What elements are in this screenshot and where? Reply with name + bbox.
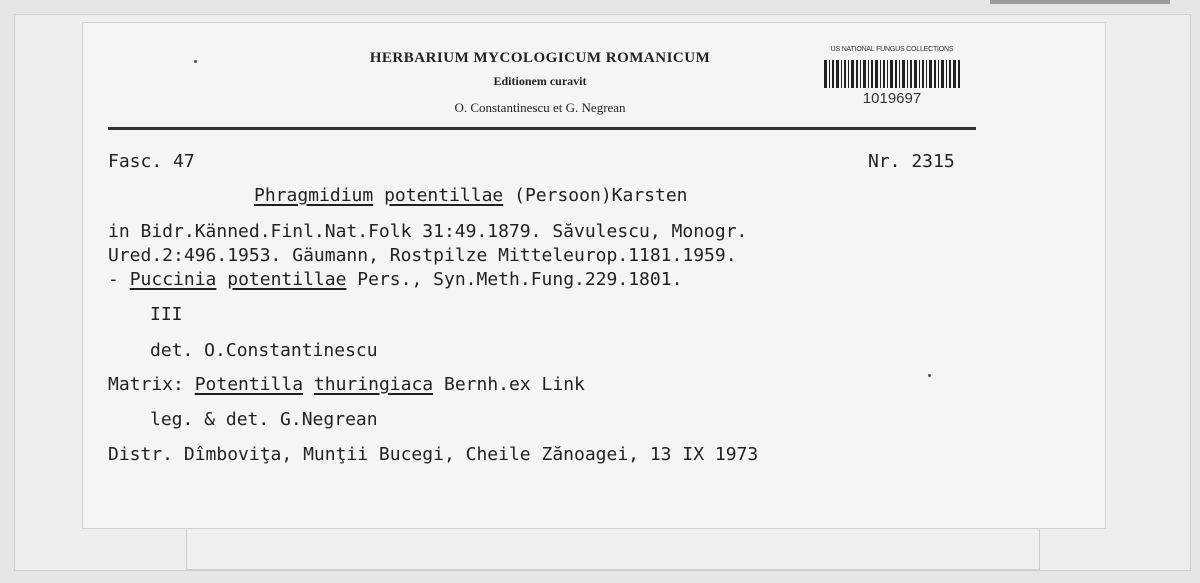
synonym-prefix: - xyxy=(108,269,119,290)
barcode-icon xyxy=(824,60,960,88)
synonym-citation: Pers., Syn.Meth.Fung.229.1801. xyxy=(357,269,683,290)
distribution: Distr. Dîmboviţa, Munţii Bucegi, Cheile Zănoagei, 13 IX 1973 xyxy=(108,444,759,465)
exsiccata-number: Nr. 2315 xyxy=(868,151,955,172)
matrix-epithet: thuringiaca xyxy=(313,374,434,395)
spore-stage: III xyxy=(150,304,183,325)
label-title: HERBARIUM MYCOLOGICUM ROMANICUM xyxy=(369,50,711,66)
citation-line-1: in Bidr.Känned.Finl.Nat.Folk 31:49.1879. Săvulescu, Monogr. xyxy=(108,221,748,242)
paper-speck xyxy=(928,374,931,377)
taxon-authority: (Persoon)Karsten xyxy=(514,185,688,206)
taxon-genus: Phragmidium xyxy=(254,185,374,206)
matrix-label: Matrix: xyxy=(108,374,184,395)
collector: leg. & det. G.Negrean xyxy=(150,409,378,430)
paper-speck xyxy=(194,60,197,63)
matrix-genus: Potentilla xyxy=(194,374,304,395)
synonym-genus: Puccinia xyxy=(129,269,217,290)
synonym-epithet: potentillae xyxy=(227,269,347,290)
header-divider xyxy=(108,127,976,130)
label-editors: O. Constantinescu et G. Negrean xyxy=(454,100,626,115)
barcode-caption: US NATIONAL FUNGUS COLLECTIONS xyxy=(830,46,954,53)
matrix-line xyxy=(108,374,585,396)
synonym-line xyxy=(108,269,682,291)
sheet-edge-strip xyxy=(990,0,1170,4)
barcode-number: 1019697 xyxy=(862,90,922,107)
taxon-epithet: potentillae xyxy=(384,185,504,206)
citation-line-2: Ured.2:496.1953. Gäumann, Rostpilze Mitteleurop.1181.1959. xyxy=(108,245,737,266)
matrix-authority: Bernh.ex Link xyxy=(443,374,585,395)
determiner: det. O.Constantinescu xyxy=(150,340,378,361)
fascicle-number: Fasc. 47 xyxy=(108,151,195,172)
barcode-label xyxy=(818,46,966,112)
taxon-name xyxy=(254,185,688,207)
label-subtitle: Editionem curavit xyxy=(493,74,587,88)
